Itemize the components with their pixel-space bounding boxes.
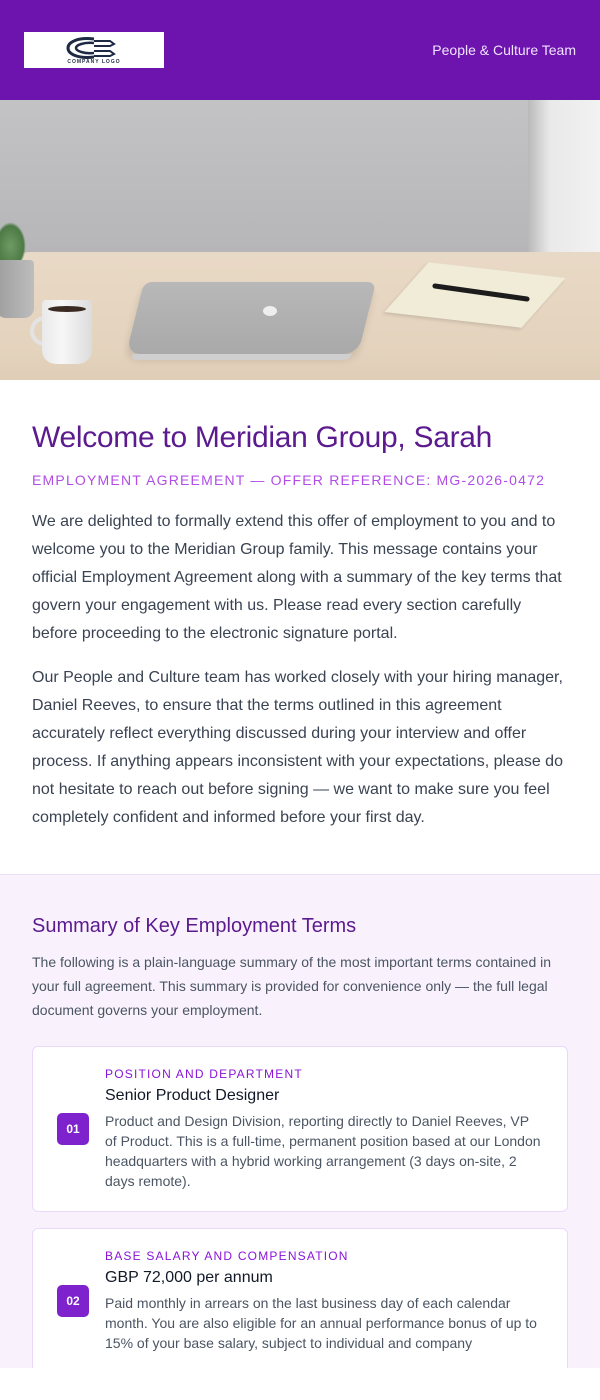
plant-icon [0,222,26,262]
intro-paragraph: We are delighted to formally extend this offer of employment to you and to welcome you to the Meridian Group family. This message contains your official Employment Agreement along with a summary of the key terms that govern your engagement with us. Please read every section carefully before proceeding to the electronic signature portal. [32,513,562,642]
term-label: BASE SALARY AND COMPENSATION [105,1249,349,1263]
term-card-position [32,1046,568,1212]
term-label: POSITION AND DEPARTMENT [105,1067,303,1081]
summary-title: Summary of Key Employment Terms [32,915,357,937]
email-header [0,0,600,100]
logo-text: COMPANY LOGO [67,58,121,65]
term-number-badge: 02 [57,1285,89,1317]
team-label: People & Culture Team [432,42,576,58]
plant-pot [0,260,34,318]
laptop-logo [263,306,277,316]
coffee [48,306,86,312]
offer-reference: EMPLOYMENT AGREEMENT — OFFER REFERENCE: MG-2026-0472 [32,472,546,488]
hero-image [0,100,600,380]
term-title: GBP 72,000 per annum [105,1269,273,1286]
company-logo [24,32,164,68]
logo-mark-icon [54,36,134,60]
term-description: Product and Design Division, reporting directly to Daniel Reeves, VP of Product. This is a full-time, permanent position based at our London headquarters with a hybrid working arrangement (3 days on-site, 2 days remote). [105,1113,541,1189]
summary-section [0,874,600,1368]
intro-paragraph: Our People and Culture team has worked closely with your hiring manager, Daniel Reeves, to ensure that the terms outlined in this agreement accurately reflect everything discussed during your interview and offer process. If anything appears inconsistent with your expectations, please do not hesitate to reach out before signing — we want to make sure you feel completely confident and informed before your first day. [32,669,563,826]
term-number-badge: 01 [57,1113,89,1145]
intro-section [0,380,600,874]
laptop-icon [126,282,376,354]
summary-lede: The following is a plain-language summary of the most important terms contained in your full agreement. This summary is provided for convenience only — the full legal document governs your employment. [32,954,552,1018]
term-title: Senior Product Designer [105,1087,280,1104]
term-description: Paid monthly in arrears on the last business day of each calendar month. You are also eligible for an annual performance bonus of up to 15% of your base salary, subject to individual and company [105,1295,537,1351]
term-card-salary [32,1228,568,1368]
page-title: Welcome to Meridian Group, Sarah [32,421,493,454]
